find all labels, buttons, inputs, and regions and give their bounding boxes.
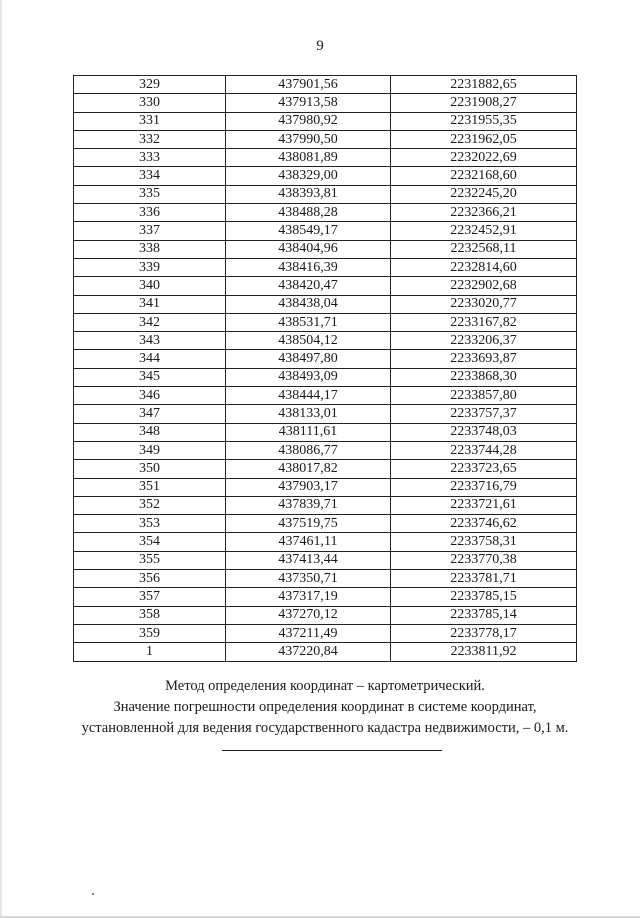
x-coordinate-cell: 438504,12 (226, 332, 391, 350)
coordinate-row (74, 441, 577, 459)
point-number-cell: 353 (74, 515, 226, 533)
x-coordinate-cell: 438404,96 (226, 240, 391, 258)
point-number-cell: 1 (74, 643, 226, 661)
coordinate-row (74, 478, 577, 496)
x-coordinate-cell: 438416,39 (226, 258, 391, 276)
coordinate-row (74, 606, 577, 624)
point-number-cell: 333 (74, 149, 226, 167)
point-number-cell: 343 (74, 332, 226, 350)
coordinate-row (74, 313, 577, 331)
coordinate-row (74, 204, 577, 222)
point-number-cell: 349 (74, 441, 226, 459)
x-coordinate-cell: 437461,11 (226, 533, 391, 551)
y-coordinate-cell: 2231882,65 (391, 76, 577, 94)
scan-speck (92, 893, 94, 895)
coordinate-row (74, 222, 577, 240)
point-number-cell: 346 (74, 387, 226, 405)
y-coordinate-cell: 2232452,91 (391, 222, 577, 240)
y-coordinate-cell: 2232366,21 (391, 204, 577, 222)
accuracy-note-line-2: установленной для ведения государственного кадастра недвижимости, – 0,1 м. (81, 720, 569, 736)
coordinate-row (74, 240, 577, 258)
x-coordinate-cell: 438086,77 (226, 441, 391, 459)
coordinate-row (74, 94, 577, 112)
y-coordinate-cell: 2233770,38 (391, 551, 577, 569)
point-number-cell: 348 (74, 423, 226, 441)
x-coordinate-cell: 438111,61 (226, 423, 391, 441)
accuracy-note-line-1: Значение погрешности определения координат в системе координат, (113, 699, 537, 715)
coordinate-row (74, 423, 577, 441)
y-coordinate-cell: 2233868,30 (391, 368, 577, 386)
coordinate-row (74, 368, 577, 386)
x-coordinate-cell: 438420,47 (226, 277, 391, 295)
y-coordinate-cell: 2233721,61 (391, 496, 577, 514)
point-number-cell: 337 (74, 222, 226, 240)
coordinate-row (74, 167, 577, 185)
x-coordinate-cell: 438017,82 (226, 460, 391, 478)
point-number-cell: 355 (74, 551, 226, 569)
x-coordinate-cell: 437211,49 (226, 624, 391, 642)
coordinate-row (74, 533, 577, 551)
x-coordinate-cell: 438531,71 (226, 313, 391, 331)
point-number-cell: 344 (74, 350, 226, 368)
coordinate-row (74, 76, 577, 94)
point-number-cell: 342 (74, 313, 226, 331)
x-coordinate-cell: 438444,17 (226, 387, 391, 405)
y-coordinate-cell: 2233785,15 (391, 588, 577, 606)
y-coordinate-cell: 2233723,65 (391, 460, 577, 478)
y-coordinate-cell: 2232168,60 (391, 167, 577, 185)
point-number-cell: 329 (74, 76, 226, 94)
y-coordinate-cell: 2232568,11 (391, 240, 577, 258)
point-number-cell: 331 (74, 112, 226, 130)
page-number: 9 (316, 38, 324, 54)
page-left-edge (0, 0, 2, 918)
y-coordinate-cell: 2233785,14 (391, 606, 577, 624)
point-number-cell: 339 (74, 258, 226, 276)
closing-rule (222, 750, 442, 751)
point-number-cell: 345 (74, 368, 226, 386)
y-coordinate-cell: 2231955,35 (391, 112, 577, 130)
coordinates-table (73, 75, 577, 662)
x-coordinate-cell: 438497,80 (226, 350, 391, 368)
x-coordinate-cell: 438133,01 (226, 405, 391, 423)
y-coordinate-cell: 2231962,05 (391, 130, 577, 148)
x-coordinate-cell: 438329,00 (226, 167, 391, 185)
point-number-cell: 357 (74, 588, 226, 606)
y-coordinate-cell: 2233748,03 (391, 423, 577, 441)
y-coordinate-cell: 2233746,62 (391, 515, 577, 533)
point-number-cell: 332 (74, 130, 226, 148)
coordinate-row (74, 277, 577, 295)
y-coordinate-cell: 2232022,69 (391, 149, 577, 167)
x-coordinate-cell: 437413,44 (226, 551, 391, 569)
point-number-cell: 340 (74, 277, 226, 295)
point-number-cell: 347 (74, 405, 226, 423)
notes-block (40, 676, 610, 739)
point-number-cell: 358 (74, 606, 226, 624)
x-coordinate-cell: 437839,71 (226, 496, 391, 514)
y-coordinate-cell: 2233757,37 (391, 405, 577, 423)
x-coordinate-cell: 438488,28 (226, 204, 391, 222)
coordinate-row (74, 332, 577, 350)
x-coordinate-cell: 437980,92 (226, 112, 391, 130)
coordinate-row (74, 130, 577, 148)
coordinate-row (74, 258, 577, 276)
x-coordinate-cell: 438393,81 (226, 185, 391, 203)
y-coordinate-cell: 2233716,79 (391, 478, 577, 496)
point-number-cell: 351 (74, 478, 226, 496)
point-number-cell: 338 (74, 240, 226, 258)
y-coordinate-cell: 2233811,92 (391, 643, 577, 661)
coordinate-row (74, 460, 577, 478)
x-coordinate-cell: 437990,50 (226, 130, 391, 148)
point-number-cell: 334 (74, 167, 226, 185)
point-number-cell: 350 (74, 460, 226, 478)
point-number-cell: 330 (74, 94, 226, 112)
point-number-cell: 354 (74, 533, 226, 551)
x-coordinate-cell: 437220,84 (226, 643, 391, 661)
coordinate-row (74, 551, 577, 569)
x-coordinate-cell: 437270,12 (226, 606, 391, 624)
x-coordinate-cell: 438438,04 (226, 295, 391, 313)
x-coordinate-cell: 438549,17 (226, 222, 391, 240)
point-number-cell: 335 (74, 185, 226, 203)
y-coordinate-cell: 2233693,87 (391, 350, 577, 368)
coordinate-row (74, 515, 577, 533)
coordinate-row (74, 570, 577, 588)
coordinate-row (74, 185, 577, 203)
coordinate-row (74, 624, 577, 642)
y-coordinate-cell: 2233020,77 (391, 295, 577, 313)
method-note: Метод определения координат – картометрический. (165, 678, 485, 694)
y-coordinate-cell: 2233744,28 (391, 441, 577, 459)
x-coordinate-cell: 438493,09 (226, 368, 391, 386)
x-coordinate-cell: 437903,17 (226, 478, 391, 496)
x-coordinate-cell: 437317,19 (226, 588, 391, 606)
coordinate-row (74, 405, 577, 423)
coordinate-row (74, 350, 577, 368)
x-coordinate-cell: 438081,89 (226, 149, 391, 167)
x-coordinate-cell: 437901,56 (226, 76, 391, 94)
x-coordinate-cell: 437913,58 (226, 94, 391, 112)
coordinate-row (74, 149, 577, 167)
coordinates-table-body (74, 76, 577, 662)
coordinate-row (74, 112, 577, 130)
y-coordinate-cell: 2232245,20 (391, 185, 577, 203)
point-number-cell: 356 (74, 570, 226, 588)
coordinate-row (74, 295, 577, 313)
point-number-cell: 352 (74, 496, 226, 514)
coordinate-row (74, 588, 577, 606)
point-number-cell: 359 (74, 624, 226, 642)
coordinate-row (74, 387, 577, 405)
y-coordinate-cell: 2232814,60 (391, 258, 577, 276)
y-coordinate-cell: 2233781,71 (391, 570, 577, 588)
y-coordinate-cell: 2231908,27 (391, 94, 577, 112)
y-coordinate-cell: 2233206,37 (391, 332, 577, 350)
y-coordinate-cell: 2233857,80 (391, 387, 577, 405)
x-coordinate-cell: 437519,75 (226, 515, 391, 533)
x-coordinate-cell: 437350,71 (226, 570, 391, 588)
point-number-cell: 336 (74, 204, 226, 222)
y-coordinate-cell: 2233778,17 (391, 624, 577, 642)
y-coordinate-cell: 2233167,82 (391, 313, 577, 331)
y-coordinate-cell: 2233758,31 (391, 533, 577, 551)
coordinate-row (74, 643, 577, 661)
y-coordinate-cell: 2232902,68 (391, 277, 577, 295)
coordinate-row (74, 496, 577, 514)
point-number-cell: 341 (74, 295, 226, 313)
